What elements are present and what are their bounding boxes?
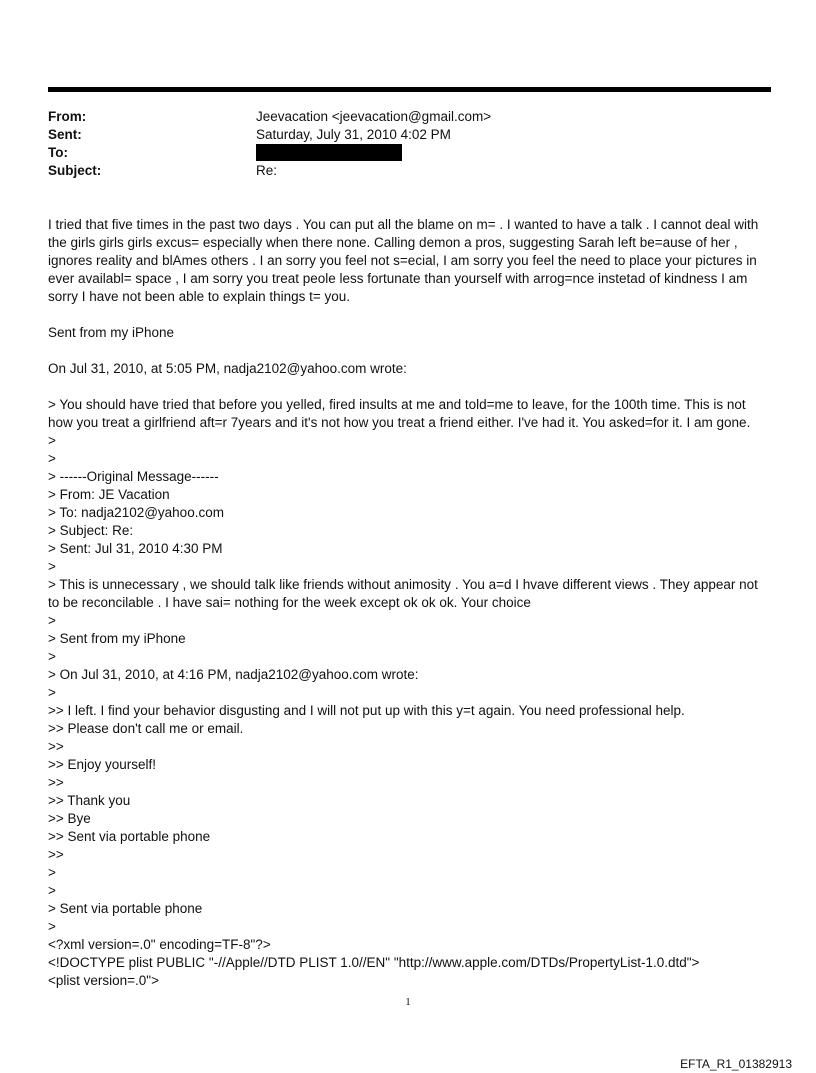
subject-value: Re: (256, 162, 278, 178)
from-label: From: (48, 108, 87, 124)
quoted-from: > From: JE Vacation (48, 487, 170, 502)
sent-label: Sent: (48, 126, 82, 142)
quote-marker: > (48, 451, 56, 466)
email-header (48, 107, 771, 179)
quote-marker: > (48, 613, 56, 628)
nested-quote-line: >> (48, 847, 64, 862)
to-redaction (256, 144, 402, 161)
quote-marker: > (48, 883, 56, 898)
quote-marker: > (48, 649, 56, 664)
nested-quote-line: >> Enjoy yourself! (48, 757, 157, 772)
body-paragraph: I tried that five times in the past two days . You can put all the blame on m= . I wanted to have a talk . I cannot deal with the girls girls girls excus= especially when there none. Calling demon a pros, suggesting Sarah left be=ause of her , ignores reality and blAmes others . I an sorry you feel not s=ecial, I am sorry you feel the need to place your pictures in ever availabl= space , I am sorry you treat peole less fortunate than yourself with arrog=nce instetad of kindness I am sorry I have not been able to explain things t= you. (48, 217, 759, 304)
from-row (48, 107, 771, 125)
nested-quote-line: >> (48, 775, 64, 790)
quote-marker: > (48, 559, 56, 574)
quoted-sent: > Sent: Jul 31, 2010 4:30 PM (48, 541, 223, 556)
header-rule (48, 87, 771, 92)
nested-quote-line: >> Bye (48, 811, 91, 826)
quoted-to: > To: nadja2102@yahoo.com (48, 505, 224, 520)
quoted-paragraph: > This is unnecessary , we should talk like friends without animosity . You a=d I hvave different views . They appear not to be reconcilable . I have sai= nothing for the week except ok ok ok. Your choice (48, 577, 758, 610)
to-row (48, 143, 771, 161)
quote-marker: > (48, 685, 56, 700)
from-value: Jeevacation <jeevacation@gmail.com> (256, 108, 492, 124)
quote-marker: > (48, 919, 56, 934)
quoted-portable-signature: > Sent via portable phone (48, 901, 203, 916)
sent-row (48, 125, 771, 143)
sent-value: Saturday, July 31, 2010 4:02 PM (256, 126, 451, 142)
nested-quote-line: >> Sent via portable phone (48, 829, 211, 844)
xml-plist: <plist version=.0"> (48, 973, 159, 988)
subject-label: Subject: (48, 162, 102, 178)
quoted-reply-header: > On Jul 31, 2010, at 4:16 PM, nadja2102@yahoo.com wrote: (48, 667, 419, 682)
nested-quote-line: >> Please don't call me or email. (48, 721, 244, 736)
quoted-signature: > Sent from my iPhone (48, 631, 186, 646)
subject-row (48, 161, 771, 179)
email-body (48, 216, 771, 990)
nested-quote-line: >> Thank you (48, 793, 131, 808)
original-message-divider: > ------Original Message------ (48, 469, 219, 484)
quoted-subject: > Subject: Re: (48, 523, 134, 538)
quote-marker: > (48, 433, 56, 448)
quote-marker: > (48, 865, 56, 880)
reply-header: On Jul 31, 2010, at 5:05 PM, nadja2102@yahoo.com wrote: (48, 361, 407, 376)
page-number: 1 (405, 996, 411, 1008)
xml-doctype: <!DOCTYPE plist PUBLIC "-//Apple//DTD PLIST 1.0//EN" "http://www.apple.com/DTDs/PropertyList-1.0.dtd"> (48, 955, 700, 970)
nested-quote-line: >> (48, 739, 64, 754)
xml-declaration: <?xml version=.0" encoding=TF-8"?> (48, 937, 271, 952)
document-id: EFTA_R1_01382913 (680, 1057, 792, 1071)
to-label: To: (48, 144, 68, 160)
quoted-paragraph: > You should have tried that before you yelled, fired insults at me and told=me to leave, for the 100th time. This is not how you treat a girlfriend aft=r 7years and it's not how you treat a friend either. I've had it. You asked=for it. I am gone. (48, 397, 751, 430)
signature: Sent from my iPhone (48, 325, 175, 340)
nested-quote-line: >> I left. I find your behavior disgusting and I will not put up with this y=t again. You need professional help. (48, 703, 685, 718)
